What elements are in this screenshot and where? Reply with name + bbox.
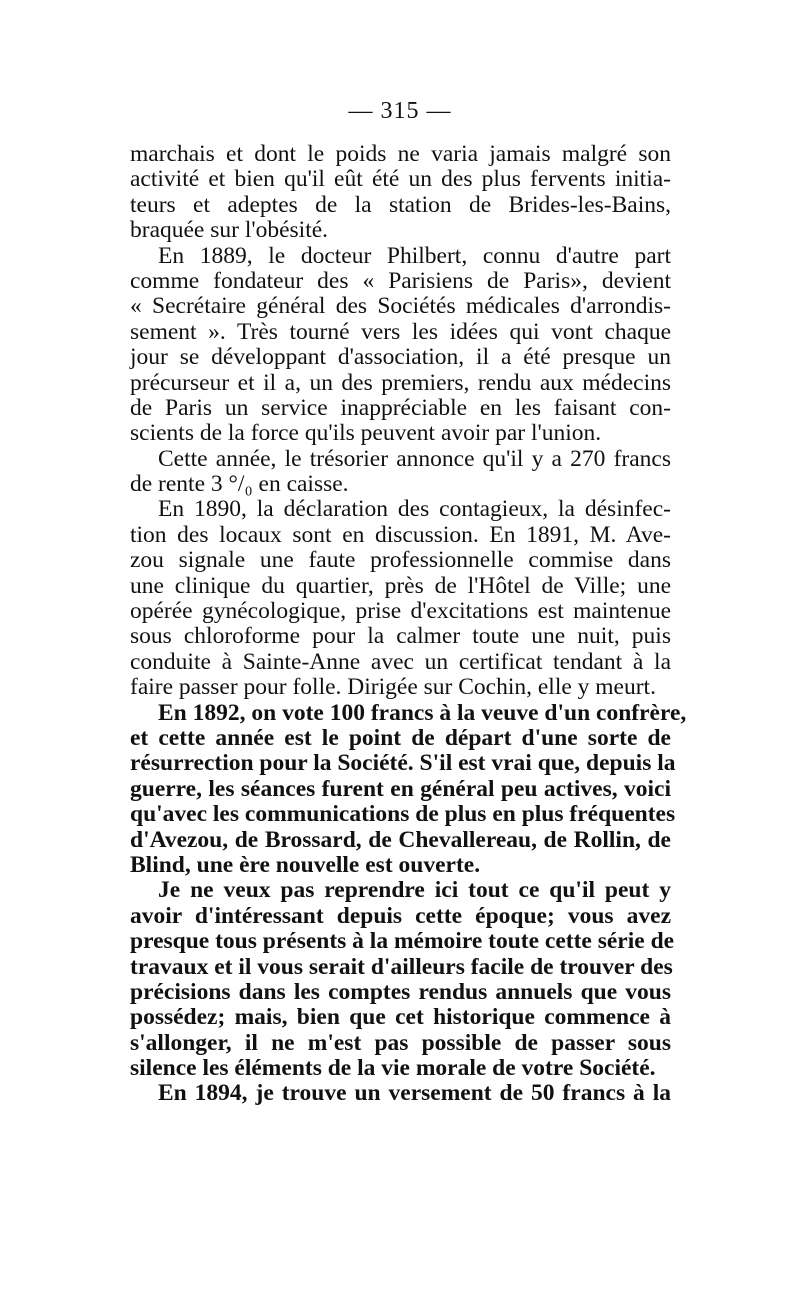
text-line: En 1892, on vote 100 francs à la veuve d'un confrère, — [158, 699, 687, 726]
body-text — [130, 141, 687, 1107]
text-line: s'allonger, il ne m'est pas possible de passer sous — [130, 1029, 671, 1056]
text-line: opérée gynécologique, prise d'excitations est maintenue — [130, 598, 671, 625]
text-line: presque tous présents à la mémoire toute cette série de — [130, 928, 675, 955]
text-line: Je ne veux pas reprendre ici tout ce qu'il peut y — [158, 877, 671, 904]
paragraph — [130, 497, 671, 700]
text-line: sement ». Très tourné vers les idées qui vont chaque — [130, 318, 671, 345]
text-line: tion des locaux sont en discussion. En 1891, M. Ave- — [130, 521, 671, 548]
paragraph — [130, 1081, 671, 1106]
text-line: scients de la force qu'ils peuvent avoir par l'union. — [130, 420, 602, 447]
text-line: sous chloroforme pour la calmer toute une nuit, puis — [130, 623, 671, 650]
text-line: et cette année est le point de départ d'une sorte de — [130, 724, 671, 751]
text-line: guerre, les séances furent en général peu actives, voici — [130, 775, 671, 802]
text-line: activité et bien qu'il eût été un des plus fervents initia- — [130, 166, 671, 193]
text-line: de Paris un service inappréciable en les faisant con- — [130, 394, 671, 421]
text-line: possédez; mais, bien que cet historique commence à — [130, 1004, 671, 1031]
text-line: zou signale une faute professionnelle commise dans — [130, 547, 671, 574]
text-line: une clinique du quartier, près de l'Hôtel de Ville; une — [130, 572, 671, 599]
text-line: faire passer pour folle. Dirigée sur Cochin, elle y meurt. — [130, 674, 656, 701]
text-line: En 1894, je trouve un versement de 50 francs à la — [158, 1080, 671, 1107]
text-line: précisions dans les comptes rendus annuels que vous — [130, 978, 671, 1005]
text-line: d'Avezou, de Brossard, de Chevallereau, de Rollin, de — [130, 826, 671, 853]
paragraph — [130, 244, 671, 447]
text-line: « Secrétaire général des Sociétés médicales d'arrondis- — [130, 293, 671, 320]
paragraph — [130, 447, 671, 498]
text-line: silence les éléments de la vie morale de votre Société. — [130, 1055, 656, 1082]
text-line: Cette année, le trésorier annonce qu'il y a 270 francs — [158, 445, 671, 472]
paragraph — [130, 877, 675, 1082]
text-line: comme fondateur des « Parisiens de Paris», devient — [130, 267, 671, 294]
text-line: de rente 3 °/₀ en caisse. — [130, 471, 349, 498]
text-line: En 1890, la déclaration des contagieux, la désinfec- — [158, 496, 671, 523]
text-line: jour se développant d'association, il a été presque un — [130, 344, 671, 371]
text-line: conduite à Sainte-Anne avec un certificat tendant à la — [130, 648, 671, 675]
text-line: braquée sur l'obésité. — [130, 217, 329, 244]
text-line: travaux et il vous serait d'ailleurs facile de trouver des — [130, 953, 673, 980]
page-number: — 315 — — [348, 98, 452, 124]
text-line: qu'avec les communications de plus en plus fréquentes — [130, 801, 676, 828]
text-line: Blind, une ère nouvelle est ouverte. — [130, 851, 481, 878]
paragraph — [130, 699, 687, 879]
text-line: précurseur et il a, un des premiers, rendu aux médecins — [130, 369, 671, 396]
text-line: avoir d'intéressant depuis cette époque; vous avez — [130, 902, 671, 929]
text-line: résurrection pour la Société. S'il est vrai que, depuis la — [130, 750, 676, 777]
text-line: En 1889, le docteur Philbert, connu d'autre part — [158, 242, 671, 269]
text-line: teurs et adeptes de la station de Brides-les-Bains, — [130, 191, 671, 218]
paragraph — [130, 142, 671, 244]
text-line: marchais et dont le poids ne varia jamais malgré son — [130, 141, 671, 167]
